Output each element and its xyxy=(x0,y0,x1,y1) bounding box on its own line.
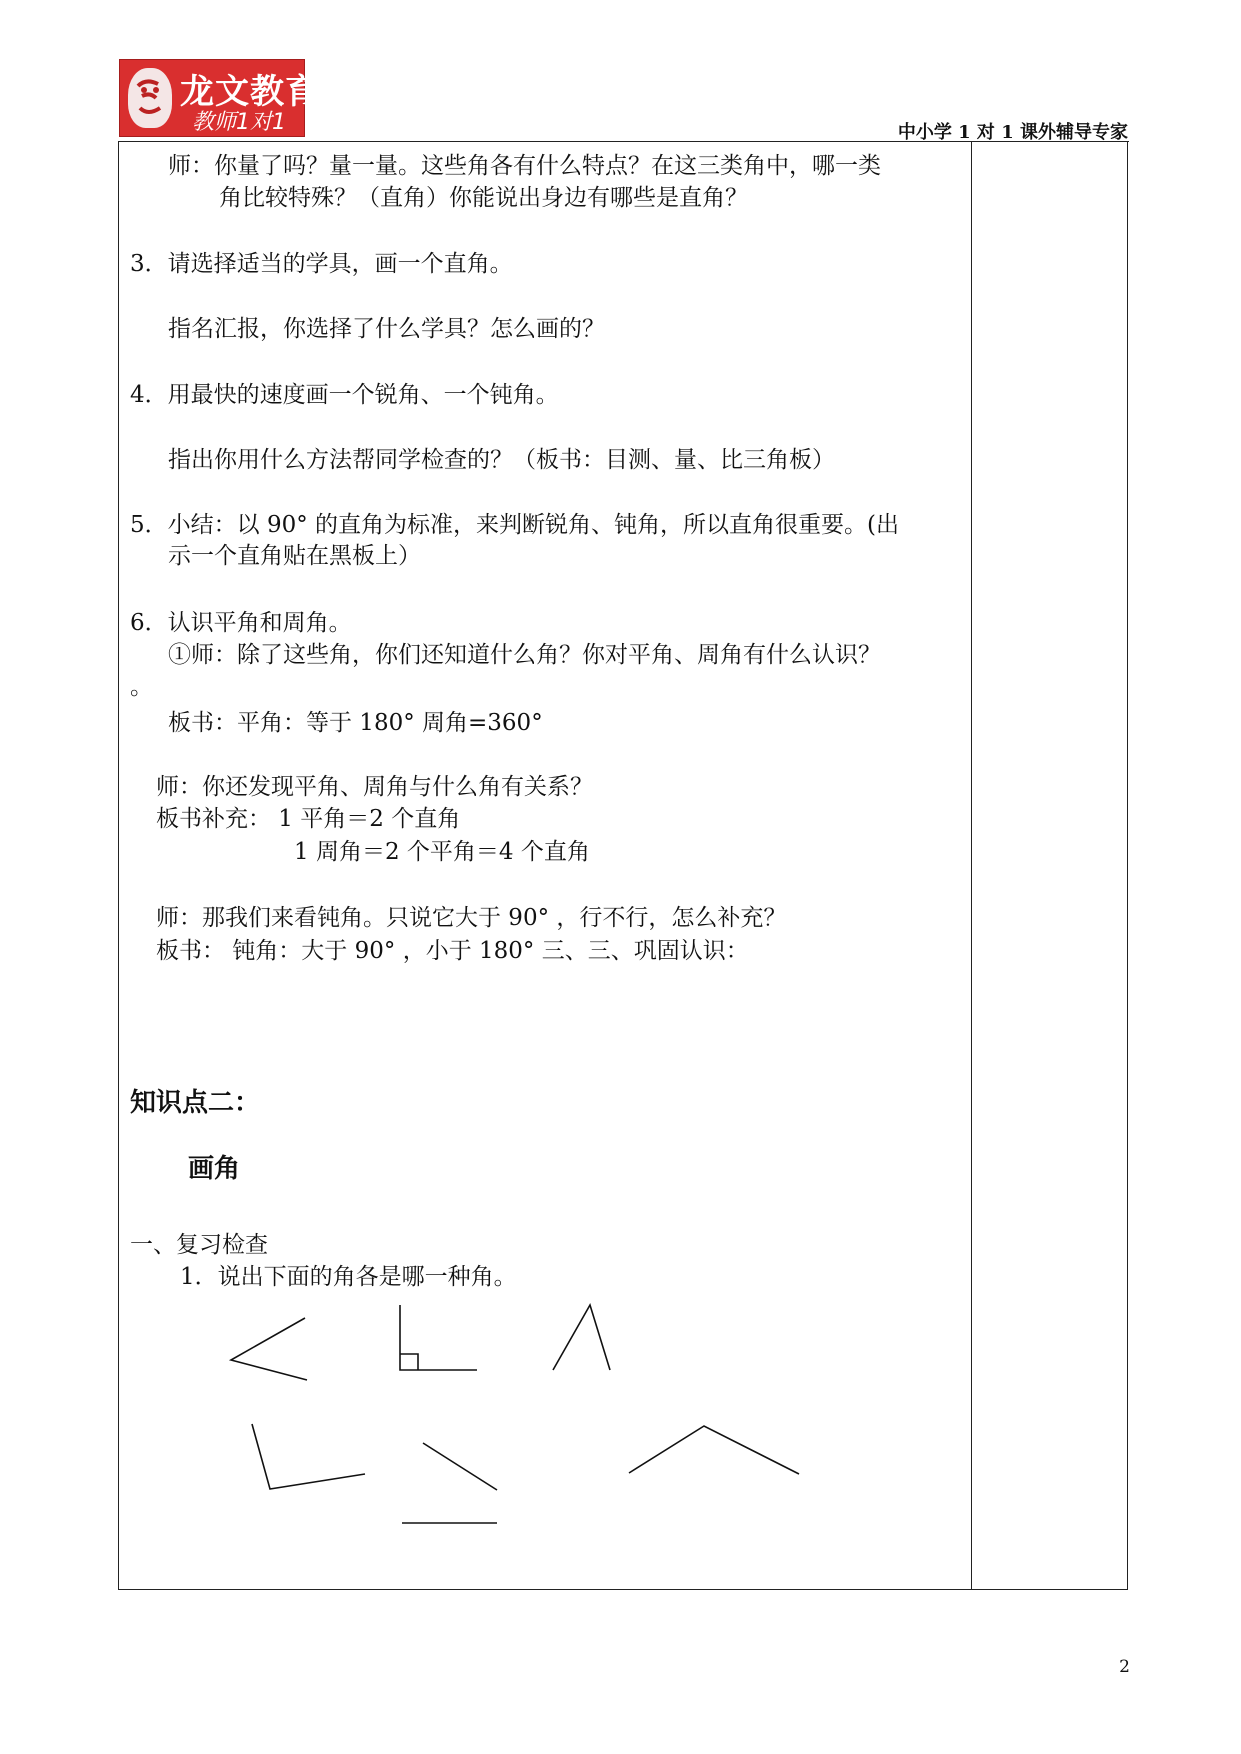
text-line: 板书： 钝角：大于 90° ，小于 180° 三、三、巩固认识： xyxy=(156,938,749,964)
text-line: 4．用最快的速度画一个锐角、一个钝角。 xyxy=(130,382,559,408)
text-line: 1．说出下面的角各是哪一种角。 xyxy=(180,1264,517,1290)
slanted-line-figure xyxy=(423,1443,497,1490)
text-line: 6．认识平角和周角。 xyxy=(130,610,352,636)
text-line: 1 周角＝2 个平角＝4 个直角 xyxy=(294,839,590,865)
page-number: 2 xyxy=(1119,1657,1130,1677)
text-line: 5．小结：以 90° 的直角为标准，来判断锐角、钝角，所以直角很重要。(出 xyxy=(130,512,899,538)
text-line: 3．请选择适当的学具，画一个直角。 xyxy=(130,251,513,277)
text-line: 师：那我们来看钝角。只说它大于 90° ，行不行，怎么补充？ xyxy=(156,905,787,931)
acute-angle-figure xyxy=(231,1318,307,1380)
text-line: ①师：除了这些角，你们还知道什么角？你对平角、周角有什么认识？ xyxy=(168,642,881,668)
wide-angle-figure xyxy=(629,1426,799,1474)
text-line: 一、复习检查 xyxy=(130,1232,268,1258)
text-line: 师：你还发现平角、周角与什么角有关系？ xyxy=(156,774,593,800)
text-line: 指出你用什么方法帮同学检查的？（板书：目测、量、比三角板） xyxy=(168,447,835,473)
text-line: 示一个直角贴在黑板上） xyxy=(168,543,421,569)
right-angle-figure xyxy=(400,1305,477,1370)
header-tagline: 中小学 1 对 1 课外辅导专家 xyxy=(897,122,1128,143)
text-line: 师：你量了吗？量一量。这些角各有什么特点？在这三类角中，哪一类 xyxy=(168,153,881,179)
section-heading: 知识点二： xyxy=(130,1088,261,1118)
sub-heading: 画角 xyxy=(188,1154,241,1184)
text-line: 角比较特殊？（直角）你能说出身边有哪些是直角？ xyxy=(219,185,748,211)
logo-subtitle: 教师1对1 xyxy=(192,110,286,135)
obtuse-angle-figure xyxy=(252,1424,365,1489)
text-line: 板书补充： 1 平角＝2 个直角 xyxy=(156,806,461,832)
logo-title: 龙文教育 xyxy=(180,72,320,112)
narrow-angle-figure xyxy=(553,1305,610,1370)
text-line: 指名汇报，你选择了什么学具？怎么画的？ xyxy=(168,316,605,342)
text-line: 板书：平角：等于 180° 周角=360° xyxy=(168,710,543,736)
text-line: 。 xyxy=(130,674,153,700)
